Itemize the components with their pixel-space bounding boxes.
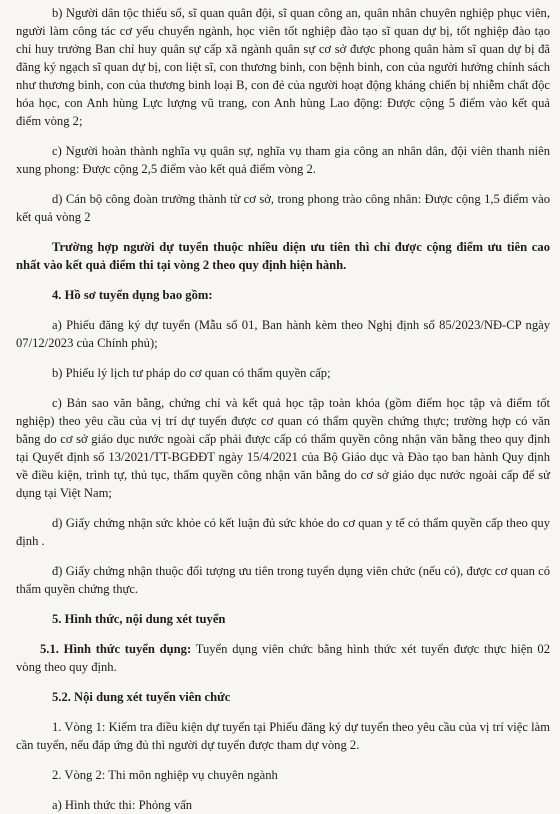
section-5-1 <box>16 640 550 676</box>
round-2-form: a) Hình thức thi: Phỏng vấn <box>52 798 193 812</box>
document-item-dd: đ) Giấy chứng nhận thuộc đối tượng ưu tiên trong tuyển dụng viên chức (nếu có), được cơ quan có thẩm quyền chứng thực. <box>16 564 550 596</box>
section-5-1-title: 5.1. Hình thức tuyển dụng: <box>40 642 192 656</box>
document-item-d: d) Giấy chứng nhận sức khỏe có kết luận đủ sức khỏe do cơ quan y tế có thẩm quyền cấp theo quy định . <box>16 516 550 548</box>
section-5-1-body: Tuyển dụng viên chức bằng hình thức xét tuyển được thực hiện 02 vòng theo quy định. <box>16 642 550 674</box>
document-item-b: b) Phiếu lý lịch tư pháp do cơ quan có thẩm quyền cấp; <box>52 366 331 380</box>
section-5-heading: 5. Hình thức, nội dung xét tuyển <box>52 612 226 626</box>
priority-paragraph-b: b) Người dân tộc thiểu số, sĩ quan quân đội, sĩ quan công an, quân nhân chuyên nghiệp phục viên, người làm công tác cơ yếu chuyển ngành, học viên tốt nghiệp đào tạo sĩ quan dự bị, tốt nghiệp đào tạo chỉ huy trưởng Ban chỉ huy quân sự cấp xã ngành quân sự cơ sở được phong quân hàm sĩ quan dự bị đã đăng ký ngạch sĩ quan dự bị, con liệt sĩ, con thương binh, con bệnh binh, con của người hưởng chính sách như thương binh, con của thương binh loại B, con đẻ của người hoạt động kháng chiến bị nhiễm chất độc hóa học, con Anh hùng Lực lượng vũ trang, con Anh hùng Lao động: Được cộng 5 điểm vào kết quả điểm vòng 2; <box>16 6 550 128</box>
priority-note: Trường hợp người dự tuyển thuộc nhiều diện ưu tiên thì chỉ được cộng điểm ưu tiên cao nhất vào kết quả điểm thi tại vòng 2 theo quy định hiện hành. <box>16 240 550 272</box>
priority-paragraph-d: d) Cán bộ công đoàn trưởng thành từ cơ sở, trong phong trào công nhân: Được cộng 1,5 điểm vào kết quả vòng 2 <box>16 192 550 224</box>
section-5-2-heading: 5.2. Nội dung xét tuyển viên chức <box>52 690 231 704</box>
document-item-a: a) Phiếu đăng ký dự tuyển (Mẫu số 01, Ban hành kèm theo Nghị định số 85/2023/NĐ-CP ngày 07/12/2023 của Chính phủ); <box>16 318 550 350</box>
section-4-heading: 4. Hồ sơ tuyển dụng bao gồm: <box>52 288 213 302</box>
priority-paragraph-c: c) Người hoàn thành nghĩa vụ quân sự, nghĩa vụ tham gia công an nhân dân, đội viên thanh niên xung phong: Được cộng 2,5 điểm vào kết quả điểm vòng 2. <box>16 144 550 176</box>
round-1: 1. Vòng 1: Kiểm tra điều kiện dự tuyển tại Phiếu đăng ký dự tuyển theo yêu cầu của vị trí việc làm cần tuyển, nếu đáp ứng đủ thì người dự tuyển được tham dự vòng 2. <box>16 720 550 752</box>
document-item-c: c) Bản sao văn bằng, chứng chỉ và kết quả học tập toàn khóa (gồm điểm học tập và điểm tốt nghiệp) theo yêu cầu của vị trí dự tuyển được cơ quan có thẩm quyền chứng thực; trường hợp có văn bằng do cơ sở giáo dục nước ngoài cấp phải được cấp có thẩm quyền công nhận văn bằng theo quy định tại Quyết định số 13/2021/TT-BGĐĐT ngày 15/4/2021 của Bộ Giáo dục và Đào tạo ban hành Quy định về điều kiện, trình tự, thủ tục, thẩm quyền công nhận văn bằng do cơ sở giáo dục nước ngoài cấp để sử dụng tại Việt Nam; <box>16 396 550 500</box>
round-2: 2. Vòng 2: Thi môn nghiệp vụ chuyên ngành <box>52 768 278 782</box>
